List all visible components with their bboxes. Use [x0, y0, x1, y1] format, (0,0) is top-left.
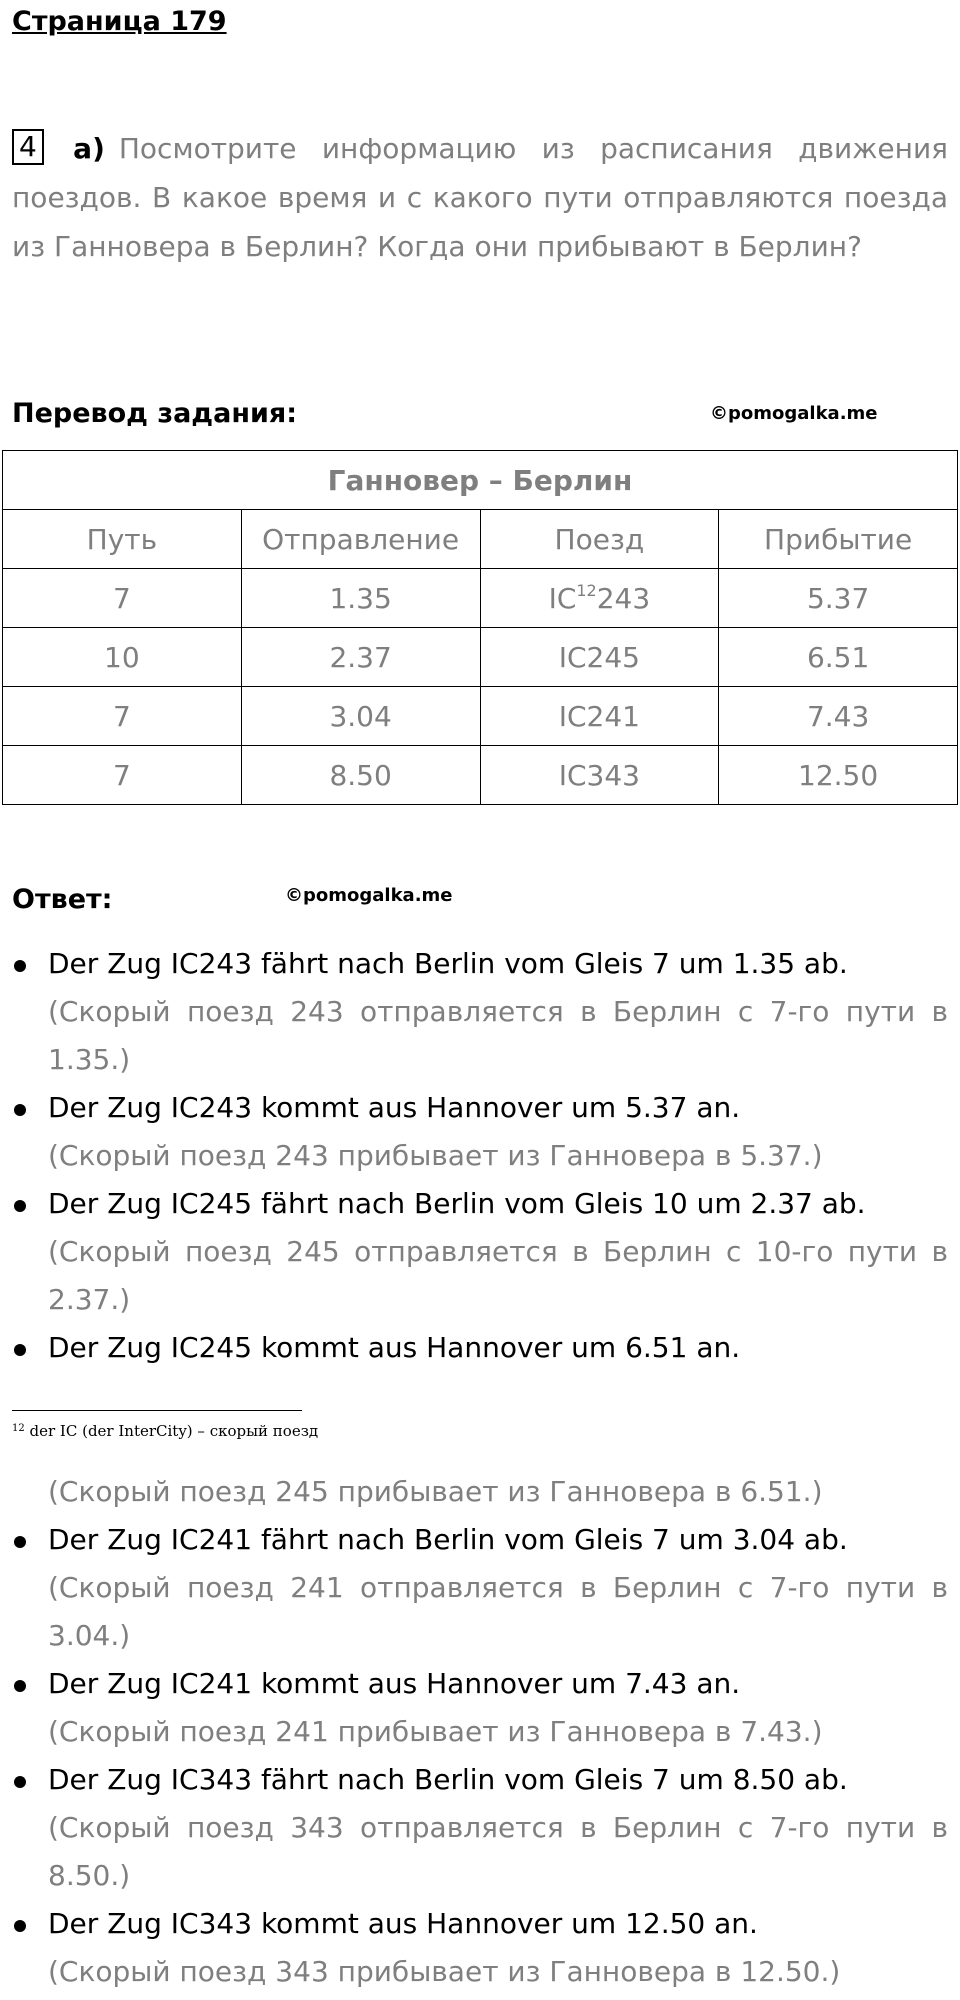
schedule-table — [2, 450, 958, 805]
table-title: Ганновер – Берлин — [3, 451, 958, 510]
cell-train: IC241 — [480, 687, 719, 746]
task-number-box: 4 — [12, 129, 44, 165]
answer-list-continued — [12, 1468, 948, 1996]
cell-train — [480, 569, 719, 628]
list-item — [12, 1756, 948, 1900]
cell-arrival: 6.51 — [719, 628, 958, 687]
bullet-icon — [14, 1920, 26, 1932]
answer-german: Der Zug IC343 kommt aus Hannover um 12.50 an. — [48, 1907, 758, 1940]
footnote-marker: 12 — [576, 580, 597, 600]
bullet-icon — [14, 1536, 26, 1548]
header-arrival: Прибытие — [719, 510, 958, 569]
translation-heading: Перевод задания: — [12, 398, 298, 429]
answer-german: Der Zug IC343 fährt nach Berlin vom Gleis 7 um 8.50 ab. — [48, 1763, 848, 1796]
answer-russian: (Скорый поезд 241 прибывает из Ганновера в 7.43.) — [48, 1715, 823, 1748]
cell-track: 10 — [3, 628, 242, 687]
list-item — [12, 940, 948, 1084]
answer-russian: (Скорый поезд 241 отправляется в Берлин с 7-го пути в 3.04.) — [48, 1571, 948, 1652]
train-prefix: IC — [548, 581, 577, 615]
answer-russian: (Скорый поезд 243 прибывает из Ганновера в 5.37.) — [48, 1139, 823, 1172]
cell-arrival: 5.37 — [719, 569, 958, 628]
header-track: Путь — [3, 510, 242, 569]
answer-russian: (Скорый поезд 243 отправляется в Берлин с 7-го пути в 1.35.) — [48, 995, 948, 1076]
list-item — [12, 1660, 948, 1756]
cell-arrival: 7.43 — [719, 687, 958, 746]
cell-departure: 1.35 — [241, 569, 480, 628]
answer-german: Der Zug IC245 kommt aus Hannover um 6.51 an. — [48, 1331, 741, 1364]
table-row — [3, 628, 958, 687]
cell-track: 7 — [3, 687, 242, 746]
bullet-icon — [14, 1104, 26, 1116]
list-item — [12, 1084, 948, 1180]
page-title: Страница 179 — [12, 6, 227, 37]
cell-train: IC245 — [480, 628, 719, 687]
list-item — [12, 1516, 948, 1660]
answer-russian: (Скорый поезд 245 отправляется в Берлин с 10-го пути в 2.37.) — [48, 1235, 948, 1316]
footnote-text: der IC (der InterCity) – скорый поезд — [29, 1422, 319, 1440]
bullet-icon — [14, 1200, 26, 1212]
table-title-row — [3, 451, 958, 510]
watermark-top: ©pomogalka.me — [710, 403, 878, 424]
answer-heading: Ответ: — [12, 884, 113, 915]
bullet-icon — [14, 1680, 26, 1692]
list-item — [12, 1468, 948, 1516]
answer-list — [12, 940, 948, 1372]
footnote-divider — [12, 1410, 302, 1411]
list-item — [12, 1900, 948, 1996]
list-item — [12, 1324, 948, 1372]
cell-departure: 3.04 — [241, 687, 480, 746]
table-row — [3, 687, 958, 746]
cell-track: 7 — [3, 569, 242, 628]
footnote — [12, 1422, 318, 1440]
answer-russian: (Скорый поезд 343 прибывает из Ганновера в 12.50.) — [48, 1955, 841, 1988]
answer-german: Der Zug IC243 fährt nach Berlin vom Gleis 7 um 1.35 ab. — [48, 947, 848, 980]
bullet-icon — [14, 1776, 26, 1788]
answer-russian: (Скорый поезд 343 отправляется в Берлин с 7-го пути в 8.50.) — [48, 1811, 948, 1892]
list-item — [12, 1180, 948, 1324]
bullet-icon — [14, 1344, 26, 1356]
header-train: Поезд — [480, 510, 719, 569]
task-letter: а) — [73, 132, 105, 165]
answer-german: Der Zug IC241 fährt nach Berlin vom Gleis 7 um 3.04 ab. — [48, 1523, 848, 1556]
watermark-answer: ©pomogalka.me — [285, 885, 453, 906]
answer-german: Der Zug IC241 kommt aus Hannover um 7.43 an. — [48, 1667, 741, 1700]
cell-train: IC343 — [480, 746, 719, 805]
table-row — [3, 569, 958, 628]
table-header-row — [3, 510, 958, 569]
cell-track: 7 — [3, 746, 242, 805]
cell-departure: 2.37 — [241, 628, 480, 687]
cell-arrival: 12.50 — [719, 746, 958, 805]
cell-departure: 8.50 — [241, 746, 480, 805]
task-paragraph — [12, 124, 948, 271]
train-number: 243 — [596, 581, 651, 615]
answer-german: Der Zug IC245 fährt nach Berlin vom Gleis 10 um 2.37 ab. — [48, 1187, 866, 1220]
header-departure: Отправление — [241, 510, 480, 569]
footnote-mark: 12 — [12, 1423, 25, 1434]
table-row — [3, 746, 958, 805]
task-text: Посмотрите информацию из расписания движения поездов. В какое время и с какого пути отправляются поезда из Ганновера в Берлин? Когда они прибывают в Берлин? — [12, 132, 948, 263]
answer-russian: (Скорый поезд 245 прибывает из Ганновера в 6.51.) — [48, 1475, 823, 1508]
answer-german: Der Zug IC243 kommt aus Hannover um 5.37 an. — [48, 1091, 741, 1124]
bullet-icon — [14, 960, 26, 972]
